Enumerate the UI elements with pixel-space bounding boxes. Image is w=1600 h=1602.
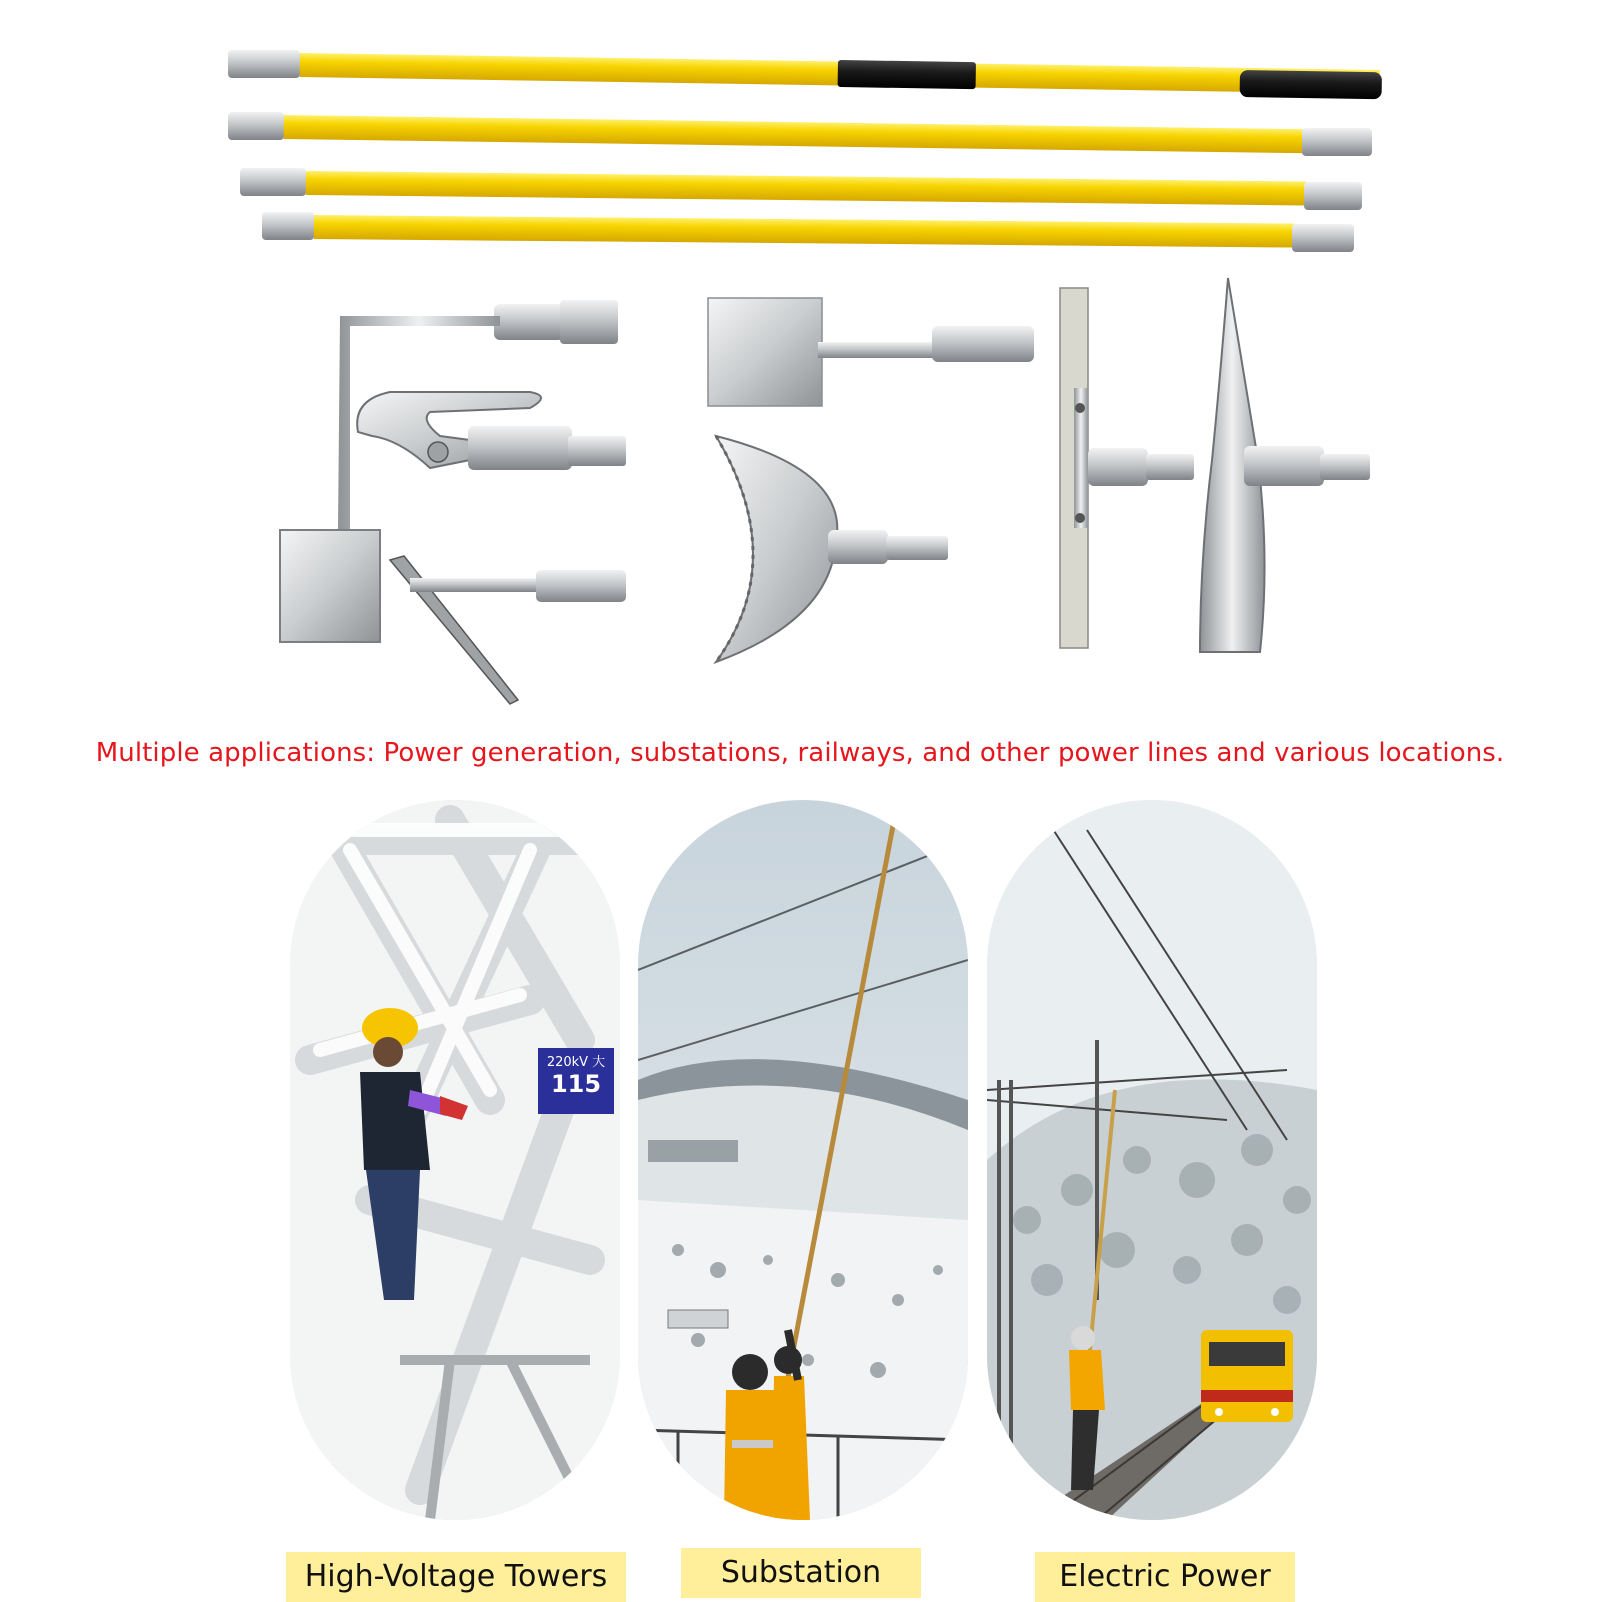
label-substation: Substation — [681, 1548, 921, 1598]
scene-electric-power — [987, 800, 1317, 1520]
scene-high-voltage-towers — [290, 800, 620, 1520]
pole-1 — [228, 50, 1382, 99]
pole-2 — [228, 112, 1372, 156]
label-high-voltage-towers: High-Voltage Towers — [286, 1552, 626, 1602]
pole-4 — [262, 212, 1354, 252]
sign-line-2: 115 — [550, 1070, 602, 1098]
pole-3 — [240, 168, 1362, 210]
blade-head — [390, 556, 626, 704]
square-scraper-head — [708, 298, 1034, 406]
flat-scraper-head — [1060, 288, 1194, 648]
label-electric-power: Electric Power — [1035, 1552, 1295, 1602]
serrated-blade-head — [716, 436, 948, 662]
sign-line-1: 220kV 大 — [546, 1055, 606, 1070]
spike-scraper-head — [1200, 278, 1370, 652]
hook-head — [357, 392, 626, 470]
scene-substation — [638, 800, 968, 1520]
applications-caption: Multiple applications: Power generation, substations, railways, and other power lines and various locations. — [95, 738, 1505, 768]
product-illustration — [0, 0, 1600, 720]
train — [1201, 1330, 1293, 1422]
